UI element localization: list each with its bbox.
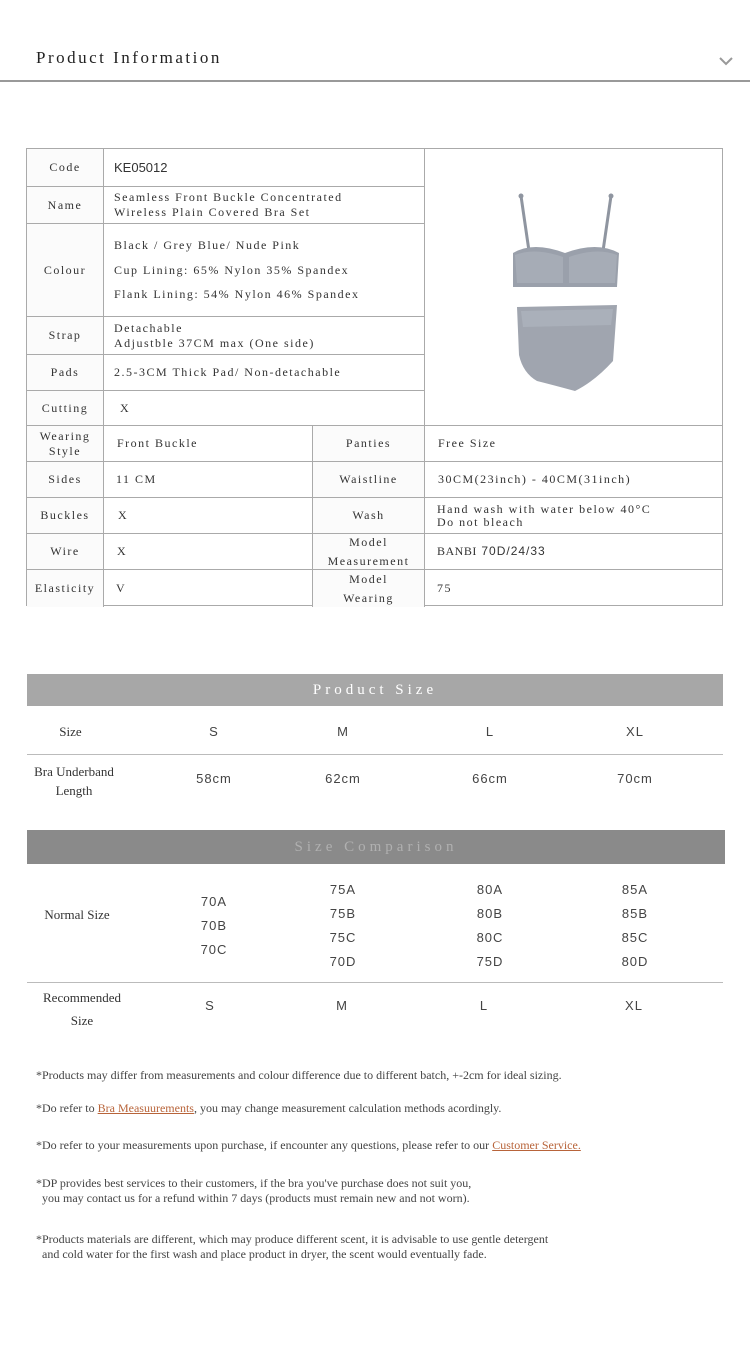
name-label: Name — [27, 187, 104, 224]
size-l: L — [485, 724, 495, 739]
underband-s: 58cm — [196, 771, 232, 786]
elasticity-value: V — [104, 570, 313, 607]
elasticity-label: Elasticity — [27, 570, 104, 607]
divider — [27, 754, 723, 755]
note-measurements: *Do refer to Bra Measuurements, you may change measurement calculation methods acordingly. — [36, 1101, 502, 1115]
note-sizing: *Products may differ from measurements and colour difference due to different batch, +-2cm for ideal sizing. — [36, 1068, 562, 1082]
waistline-value: 30CM(23inch) - 40CM(31inch) — [425, 462, 723, 498]
recommended-size-label: Recommended Size — [43, 990, 121, 1028]
name-value: Seamless Front Buckle Concentrated Wireless Plain Covered Bra Set — [104, 187, 425, 224]
waistline-label: Waistline — [313, 462, 425, 498]
note-scent: *Products materials are different, which may produce different scent, it is advisable to use gentle detergent and cold water for the first wash and place product in dryer, the scent would eventually fade. — [36, 1232, 549, 1261]
pads-value: 2.5-3CM Thick Pad/ Non-detachable — [104, 355, 425, 391]
wash-label: Wash — [313, 498, 425, 534]
wearing-style-label: Wearing Style — [27, 426, 104, 462]
wearing-style-value: Front Buckle — [104, 426, 313, 462]
normal-size-col-m: 75A 75B 75C 70D — [329, 882, 357, 969]
product-image — [425, 149, 723, 426]
customer-service-link[interactable]: Customer Service. — [492, 1138, 581, 1152]
sides-label: Sides — [27, 462, 104, 498]
normal-size-label: Normal Size — [44, 907, 110, 922]
model-wearing-value: 75 — [437, 581, 452, 595]
size-m: M — [337, 724, 349, 739]
wire-label: Wire — [27, 534, 104, 570]
note-refund: *DP provides best services to their customers, if the bra you've purchase does not suit you, you may contact us for a refund within 7 days (products must remain new and not worn). — [36, 1176, 472, 1205]
normal-size-col-xl: 85A 85B 85C 80D — [621, 882, 649, 969]
buckles-label: Buckles — [27, 498, 104, 534]
underband-l: 66cm — [472, 771, 508, 786]
model-measurement-label: Model Measurement — [313, 534, 425, 570]
pads-label: Pads — [27, 355, 104, 391]
colour-value: Black / Grey Blue/ Nude Pink Cup Lining: 65% Nylon 35% Spandex Flank Lining: 54% Nylon 46% Spandex — [104, 224, 425, 317]
divider — [27, 982, 723, 983]
chevron-down-icon[interactable] — [718, 56, 734, 66]
model-measurement-value: BANBI 70D/24/33 — [425, 534, 723, 570]
wash-value: Hand wash with water below 40°C Do not bleach — [425, 498, 723, 534]
recommended-l: L — [479, 998, 489, 1013]
panties-label: Panties — [313, 426, 425, 462]
underband-m: 62cm — [325, 771, 361, 786]
section-header — [0, 0, 750, 82]
panties-value: Free Size — [425, 426, 723, 462]
code-label: Code — [27, 149, 104, 187]
normal-size-col-l: 80A 80B 80C 75D — [476, 882, 504, 969]
cutting-label: Cutting — [27, 391, 104, 426]
strap-label: Strap — [27, 317, 104, 355]
colour-label: Colour — [27, 224, 104, 317]
recommended-xl: XL — [625, 998, 643, 1013]
size-s: S — [209, 724, 219, 739]
wire-value: X — [104, 534, 313, 570]
page-title: Product Information — [36, 48, 222, 67]
product-size-header: Product Size — [27, 674, 723, 706]
buckles-value: X — [104, 498, 313, 534]
cutting-value: X — [104, 391, 425, 426]
recommended-s: S — [205, 998, 215, 1013]
recommended-m: M — [336, 998, 348, 1013]
bra-set-illustration — [425, 149, 723, 426]
bra-measurements-link[interactable]: Bra Measuurements — [97, 1101, 194, 1115]
underband-label: Bra Underband Length — [34, 764, 114, 798]
sides-value: 11 CM — [104, 462, 313, 498]
size-comparison-header: Size Comparison — [27, 830, 725, 864]
underband-xl: 70cm — [617, 771, 653, 786]
code-value: KE05012 — [104, 149, 425, 187]
size-xl: XL — [626, 724, 644, 739]
size-label: Size — [59, 724, 82, 739]
model-wearing-label: Model Wearing — [313, 570, 425, 607]
product-info-table — [26, 148, 723, 606]
note-customer-service: *Do refer to your measurements upon purchase, if encounter any questions, please refer to our Customer Service. — [36, 1138, 581, 1152]
strap-value: Detachable Adjustble 37CM max (One side) — [104, 317, 425, 355]
normal-size-col-s: 70A 70B 70C — [200, 894, 228, 957]
